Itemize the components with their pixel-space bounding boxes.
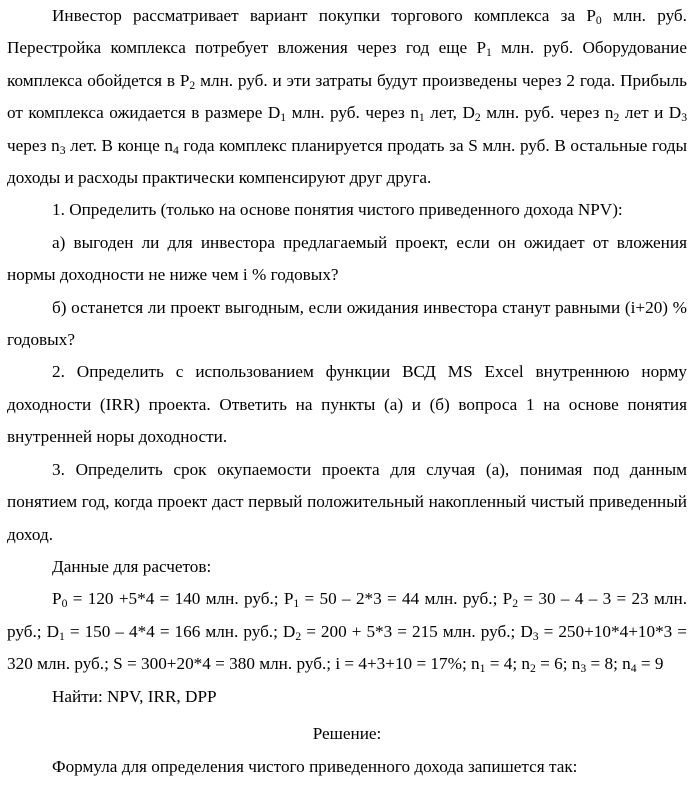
formula-intro: Формула для определения чистого приведенного дохода запишется так: [52, 757, 578, 777]
question-3: 3. Определить срок окупаемости проекта для случая (а), понимая под данным понятием год, когда проект даст первый положительный накопленный чистый приведенный доход. [7, 459, 687, 544]
find-line: Найти: NPV, IRR, DPP [52, 686, 217, 706]
solution-heading: Решение: [312, 723, 382, 743]
problem-statement: Инвестор рассматривает вариант покупки торгового комплекса за $P_0$ млн. руб. Перестройка комплекса потребует вложения через год еще $P_1$ млн. руб. Оборудование комплекса обойдется в $P_2$ млн. руб. и эти затраты будут произведены через 2 года. Прибыль от комплекса ожидается в размере $D_1$ млн. руб. через $n_1$ лет, $D_2$ млн. руб. через $n_2$ лет и $D_3$ через $n_3$ лет. В конце $n_4$ года комплекс планируется продать за S млн. руб. В остальные годы доходы и расходы практически компенсируют друг друга. [7, 6, 688, 188]
data-heading: Данные для расчетов: [52, 556, 212, 576]
document-page [7, 0, 687, 784]
question-1b: б) останется ли проект выгодным, если ожидания инвестора станут равными (i+20) % годовых? [7, 297, 687, 350]
data-values: $P_0 = 120 +5*4 = 140$ млн. руб.; $P_1 = 50 - 2*3 = 44$ млн. руб.; $P_2 = 30 - 4 - 3 = 23$ млн. руб.; $D_1 = 150 - 4*4 = 166$ млн. руб.; $D_2 = 200 + 5*3 = 215$ млн. руб.; $D_3 = 250+10*4+10*3 = 320$ млн. руб.; S = 300+20*4 = 380 млн. руб.; i = 4+3+10 = 17%; $n_1 = 4$; $n_2 = 6$; $n_3 = 8$; $n_4 = 9$ [7, 589, 687, 676]
question-1: 1. Определить (только на основе понятия чистого приведенного дохода NPV): [52, 200, 623, 220]
question-2: 2. Определить с использованием функции ВСД MS Excel внутреннюю норму доходности (IRR) проекта. Ответить на пункты (а) и (б) вопроса 1 на основе понятия внутренней норы доходности. [7, 362, 687, 447]
question-1a: а) выгоден ли для инвестора предлагаемый проект, если он ожидает от вложения нормы доходности не ниже чем i % годовых? [7, 232, 687, 285]
